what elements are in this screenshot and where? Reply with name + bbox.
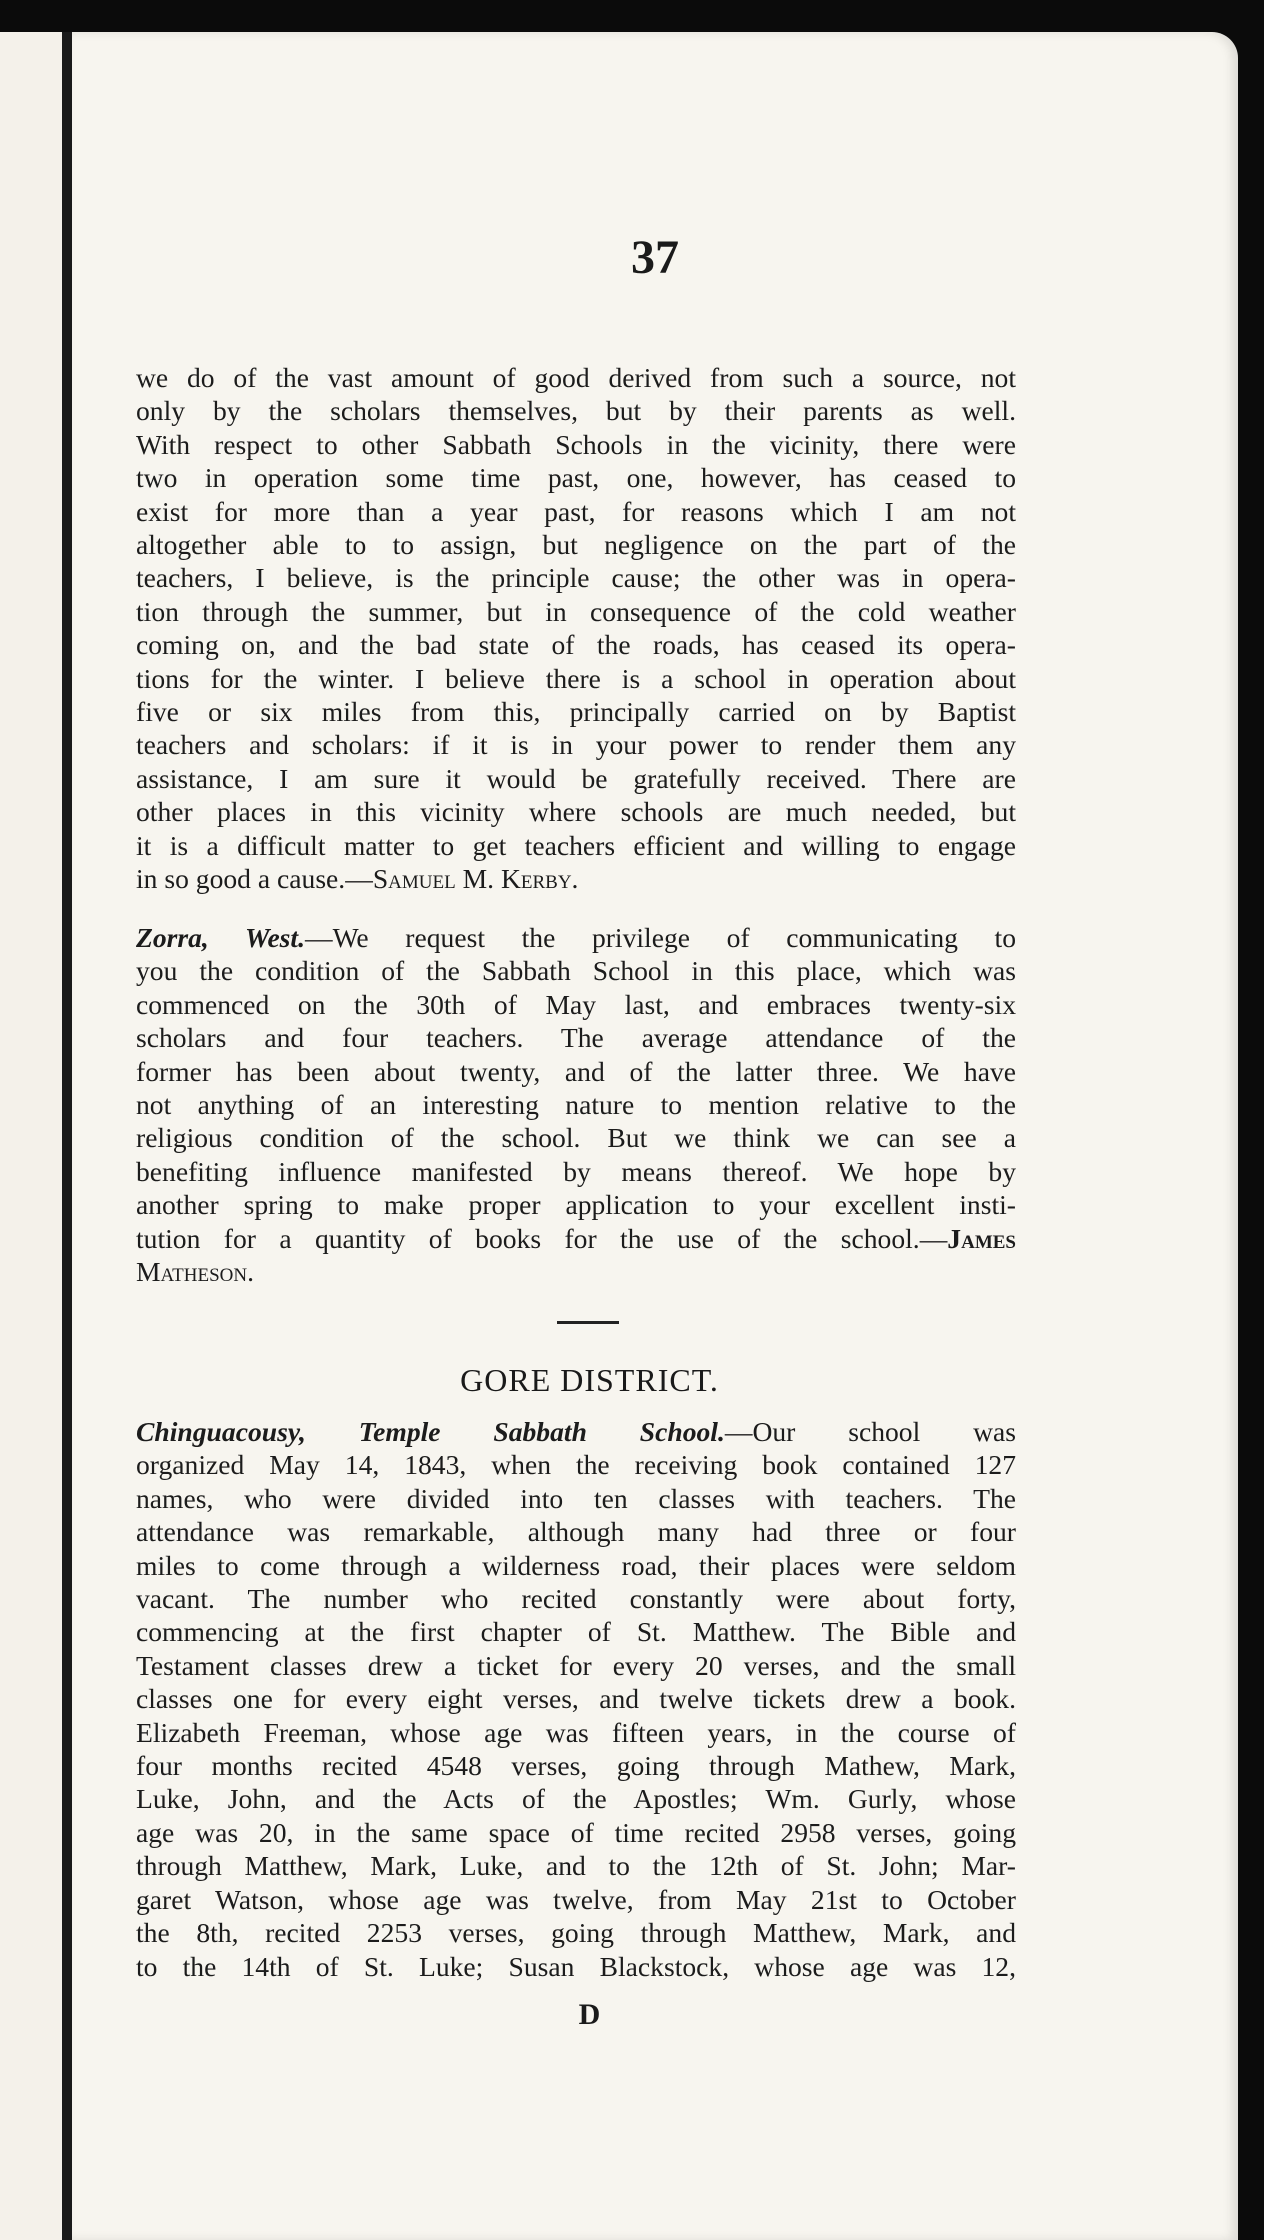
text-line: names, who were divided into ten classes with teachers. The [136,1482,1016,1514]
line-text: tution for a quantity of books for the use of the school.— [136,1222,948,1254]
text-line: not anything of an interesting nature to mention relative to the [136,1089,1016,1121]
book-page [72,32,1238,2240]
text-line: altogether able to to assign, but negligence on the part of the [136,529,1016,561]
book-gutter [62,32,72,2240]
line-rest: —We request the privilege of communicating to [305,922,1017,953]
text-line: Testament classes drew a ticket for every 20 verses, and the small [136,1649,1016,1681]
signature-first-name: James [947,1222,1016,1254]
page-number: 37 [631,231,679,284]
text-line: commencing at the first chapter of St. Matthew. The Bible and [136,1616,1016,1648]
signature-kerby: Samuel M. Kerby. [372,863,579,895]
text-line: vacant. The number who recited constantly were about forty, [136,1583,1016,1615]
place-name: Zorra, West. [136,922,305,953]
text-line [136,1415,1016,1448]
text-line: assistance, I am sure it would be gratefully received. There are [136,762,1016,794]
text-line: to the 14th of St. Luke; Susan Blackstock, whose age was 12, [136,1950,1016,1982]
paragraph-chinguacousy [136,1415,1016,1983]
text-line: garet Watson, whose age was twelve, from May 21st to October [136,1883,1016,1915]
paragraph-kerby-letter [136,361,1016,896]
text-line: former has been about twenty, and of the latter three. We have [136,1055,1016,1087]
text-line: we do of the vast amount of good derived from such a source, not [136,362,1016,393]
text-line: attendance was remarkable, although many had three or four [136,1516,1016,1548]
text-line: commenced on the 30th of May last, and embraces twenty-six [136,988,1016,1020]
text-line-with-signature [136,862,1016,895]
text-line: only by the scholars themselves, but by their parents as well. [136,395,1016,427]
text-line: four months recited 4548 verses, going through Mathew, Mark, [136,1750,1016,1782]
text-line [136,1222,1016,1255]
printer-signature-mark: D [578,1998,601,2031]
text-line: organized May 14, 1843, when the receiving book contained 127 [136,1449,1016,1481]
text-line: age was 20, in the same space of time recited 2958 verses, going [136,1816,1016,1848]
text-line: With respect to other Sabbath Schools in the vicinity, there were [136,428,1016,460]
text-line: you the condition of the Sabbath School in this place, which was [136,955,1016,987]
paragraph-zorra-west [136,921,1016,1288]
closing-text: in so good a cause.— [136,863,373,895]
text-line: another spring to make proper application to your excellent insti- [136,1189,1016,1221]
text-line: teachers, I believe, is the principle cause; the other was in opera- [136,562,1016,594]
text-line: Elizabeth Freeman, whose age was fifteen years, in the course of [136,1716,1016,1748]
text-line: through Matthew, Mark, Luke, and to the 12th of St. John; Mar- [136,1850,1016,1882]
text-line: exist for more than a year past, for reasons which I am not [136,495,1016,527]
text-line [136,921,1016,954]
section-heading: GORE DISTRICT. [460,1362,719,1398]
text-line: the 8th, recited 2253 verses, going through Matthew, Mark, and [136,1917,1016,1949]
text-line: other places in this vicinity where schools are much needed, but [136,796,1016,828]
signature-last-name: Matheson. [136,1256,254,1288]
text-line: scholars and four teachers. The average attendance of the [136,1022,1016,1054]
text-line: it is a difficult matter to get teachers efficient and willing to engage [136,829,1016,861]
place-name: Chinguacousy, Temple Sabbath School. [136,1416,725,1447]
text-line: teachers and scholars: if it is in your power to render them any [136,729,1016,761]
text-line: religious condition of the school. But we think we can see a [136,1122,1016,1154]
text-line: benefiting influence manifested by means thereof. We hope by [136,1155,1016,1187]
text-line: five or six miles from this, principally carried on by Baptist [136,696,1016,728]
text-line: classes one for every eight verses, and twelve tickets drew a book. [136,1683,1016,1715]
text-line: tion through the summer, but in consequence of the cold weather [136,595,1016,627]
facing-page-edge [0,32,62,2240]
text-line: coming on, and the bad state of the roads, has ceased its opera- [136,629,1016,661]
text-line: miles to come through a wilderness road, their places were seldom [136,1549,1016,1581]
section-divider [557,1321,619,1324]
text-line: two in operation some time past, one, however, has ceased to [136,462,1016,494]
line-rest: —Our school was [724,1416,1016,1447]
text-line: tions for the winter. I believe there is a school in operation about [136,662,1016,694]
text-line: Luke, John, and the Acts of the Apostles; Wm. Gurly, whose [136,1783,1016,1815]
